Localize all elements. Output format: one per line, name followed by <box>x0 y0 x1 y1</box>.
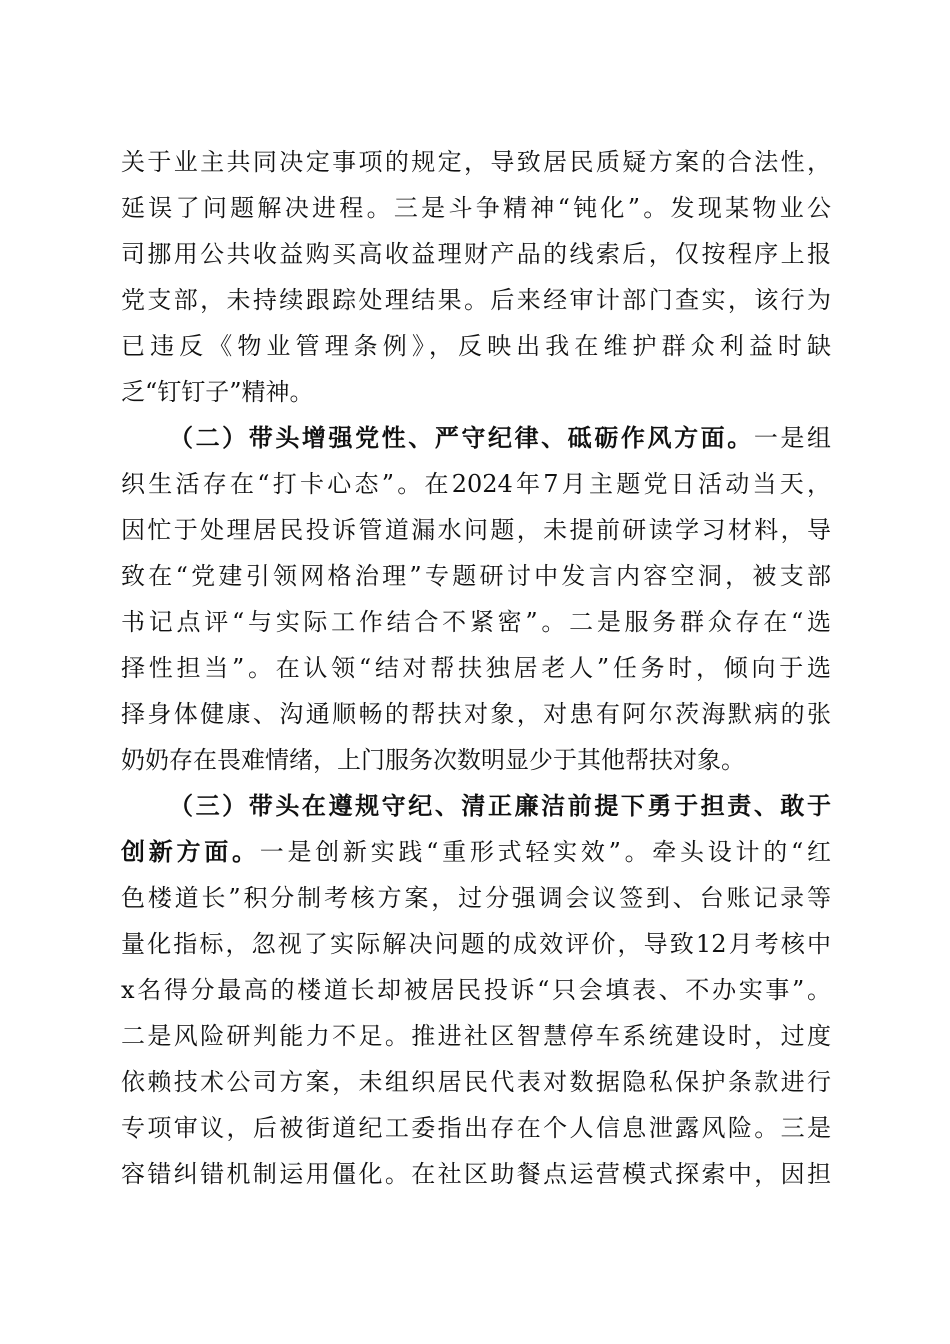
section-3-heading-end: 创新方面。 <box>121 837 260 866</box>
text-line-18: 量化指标，忽视了实际解决问题的成效评价，导致12月考核中 <box>121 930 831 958</box>
text-line-8: 织生活存在“打卡心态”。在2024年7月主题党日活动当天， <box>121 470 831 498</box>
text-line-14: 奶奶存在畏难情绪，上门服务次数明显少于其他帮扶对象。 <box>121 746 745 774</box>
text-line-3: 司挪用公共收益购买高收益理财产品的线索后，仅按程序上报 <box>121 240 831 268</box>
text-line-9: 因忙于处理居民投诉管道漏水问题，未提前研读学习材料，导 <box>121 516 831 544</box>
text-line-6: 乏“钉钉子”精神。 <box>121 378 314 406</box>
text-line-11: 书记点评“与实际工作结合不紧密”。二是服务群众存在“选 <box>121 608 831 636</box>
text-line-19: x名得分最高的楼道长却被居民投诉“只会填表、不办实事”。 <box>121 976 831 1004</box>
text-line-20: 二是风险研判能力不足。推进社区智慧停车系统建设时，过度 <box>121 1022 831 1050</box>
section-3-second-line <box>121 832 831 872</box>
text-line-10: 致在“党建引领网格治理”专题研讨中发言内容空洞，被支部 <box>121 562 831 590</box>
text-line-1: 关于业主共同决定事项的规定，导致居民质疑方案的合法性， <box>121 148 831 176</box>
section-2-first-line <box>169 418 831 458</box>
section-3-heading-line-1: （三）带头在遵规守纪、清正廉洁前提下勇于担责、敢于 <box>169 791 831 820</box>
text-line-4: 党支部，未持续跟踪处理结果。后来经审计部门查实，该行为 <box>121 286 831 314</box>
text-line-13: 择身体健康、沟通顺畅的帮扶对象，对患有阿尔茨海默病的张 <box>121 700 831 728</box>
text-line-5: 已违反《物业管理条例》，反映出我在维护群众利益时缺 <box>121 332 831 360</box>
text-line-23: 容错纠错机制运用僵化。在社区助餐点运营模式探索中，因担 <box>121 1160 831 1188</box>
text-line-2: 延误了问题解决进程。三是斗争精神“钝化”。发现某物业公 <box>121 194 831 222</box>
section-2-heading: （二）带头增强党性、严守纪律、砥砺作风方面。 <box>169 423 754 452</box>
text-line-12: 择性担当”。在认领“结对帮扶独居老人”任务时，倾向于选 <box>121 654 831 682</box>
text-line-21: 依赖技术公司方案，未组织居民代表对数据隐私保护条款进行 <box>121 1068 831 1096</box>
section-3-lead: 一是创新实践“重形式轻实效”。牵头设计的“红 <box>259 838 832 866</box>
section-2-lead: 一是组 <box>753 424 832 452</box>
text-line-17: 色楼道长”积分制考核方案，过分强调会议签到、台账记录等 <box>121 884 831 912</box>
text-line-22: 专项审议，后被街道纪工委指出存在个人信息泄露风险。三是 <box>121 1114 831 1142</box>
